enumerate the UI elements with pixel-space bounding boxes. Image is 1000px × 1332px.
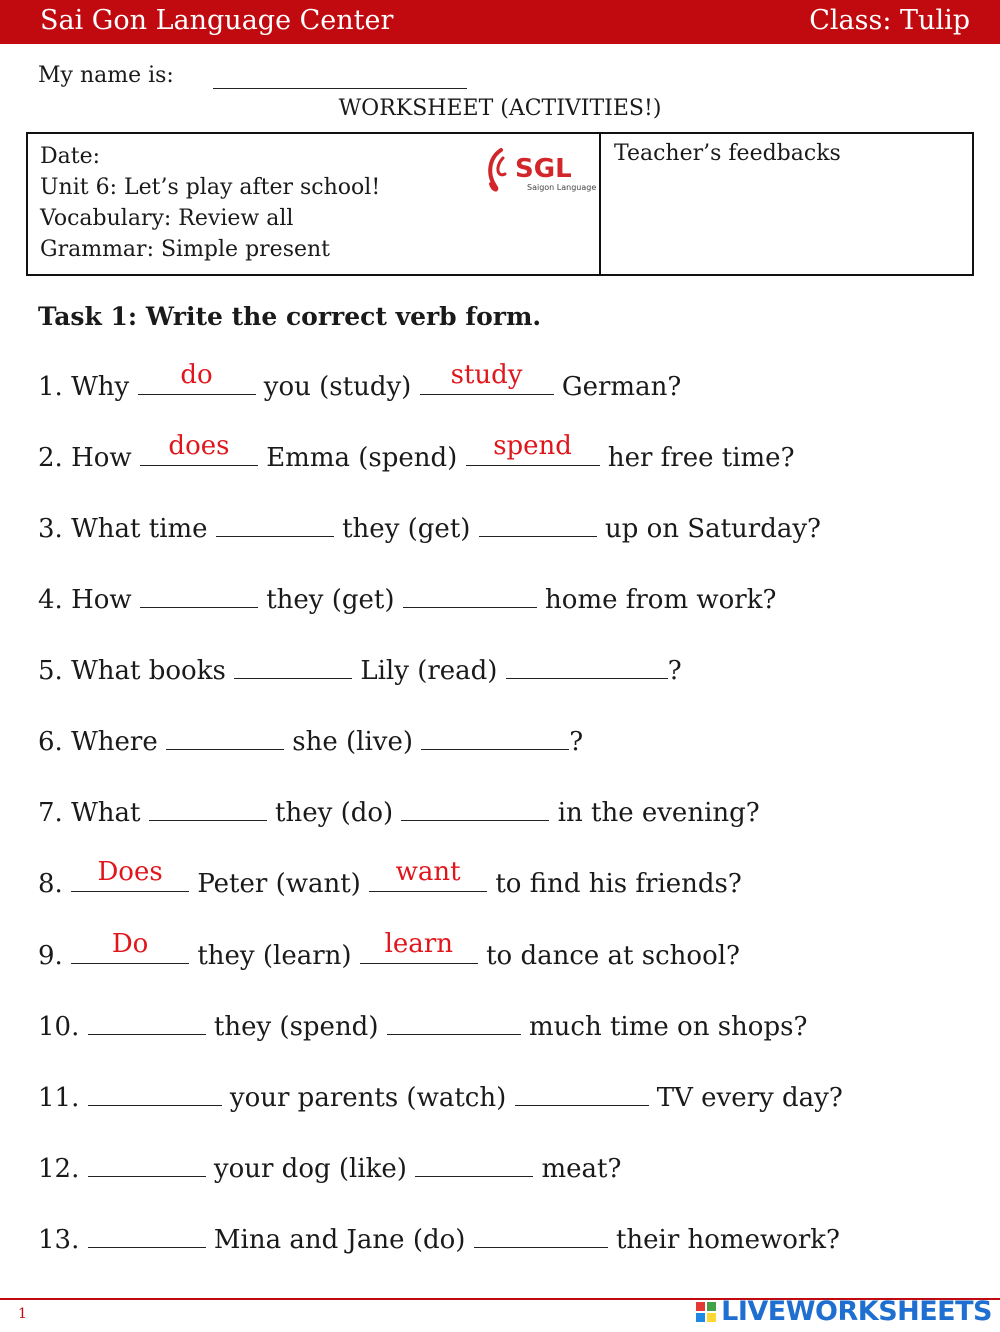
class-name: Class: Tulip	[809, 5, 970, 36]
question-5	[38, 656, 682, 686]
answer-blank-2[interactable]	[479, 514, 597, 537]
brand-text: LIVEWORKSHEETS	[721, 1296, 992, 1327]
answer-text: want	[395, 857, 461, 887]
liveworksheets-brand[interactable]	[695, 1296, 992, 1327]
question-text-middle: your parents (watch)	[229, 1083, 507, 1113]
question-number: 3.	[38, 514, 63, 544]
logo-subtext: Saigon Language	[527, 183, 597, 192]
answer-text: do	[180, 360, 213, 390]
answer-text: study	[450, 360, 523, 390]
header-bar	[0, 0, 1000, 44]
worksheet-title: WORKSHEET (ACTIVITIES!)	[338, 96, 662, 121]
box-divider	[599, 134, 601, 274]
question-3	[38, 514, 821, 544]
answer-blank-2[interactable]	[415, 1154, 533, 1177]
question-10	[38, 1012, 807, 1042]
answer-blank-1[interactable]	[71, 857, 189, 892]
answer-blank-2[interactable]	[403, 585, 537, 608]
answer-blank-1[interactable]	[88, 1012, 206, 1035]
unit-label: Unit 6: Let’s play after school!	[40, 175, 381, 200]
liveworksheets-icon	[695, 1301, 717, 1323]
question-number: 5.	[38, 656, 63, 686]
question-2	[38, 431, 795, 473]
question-number: 12.	[38, 1154, 80, 1184]
answer-blank-2[interactable]	[515, 1083, 649, 1106]
question-text-middle: she (live)	[292, 727, 414, 757]
teacher-feedback-label: Teacher’s feedbacks	[614, 141, 841, 166]
answer-blank-2[interactable]	[474, 1225, 608, 1248]
question-1	[38, 360, 682, 402]
question-text-end: meat?	[541, 1154, 622, 1184]
question-7	[38, 798, 760, 828]
question-number: 11.	[38, 1083, 80, 1113]
question-text-middle: Mina and Jane (do)	[213, 1225, 466, 1255]
question-11	[38, 1083, 843, 1113]
question-6	[38, 727, 583, 757]
question-text-start: How	[71, 585, 132, 615]
question-number: 1.	[38, 372, 63, 402]
answer-blank-1[interactable]	[88, 1154, 206, 1177]
question-text-middle: they (get)	[342, 514, 471, 544]
sgl-logo	[483, 144, 597, 196]
question-4	[38, 585, 776, 615]
answer-blank-2[interactable]	[466, 431, 600, 466]
answer-blank-2[interactable]	[369, 857, 487, 892]
answer-blank-2[interactable]	[360, 929, 478, 964]
logo-text: SGL	[515, 154, 572, 184]
answer-blank-1[interactable]	[88, 1083, 222, 1106]
vocabulary-label: Vocabulary: Review all	[40, 206, 294, 231]
answer-blank-1[interactable]	[140, 585, 258, 608]
page-number: 1	[18, 1306, 27, 1322]
answer-text: spend	[493, 431, 572, 461]
answer-blank-1[interactable]	[234, 656, 352, 679]
question-text-end: German?	[561, 372, 682, 402]
question-number: 6.	[38, 727, 63, 757]
name-input-line[interactable]	[213, 88, 467, 89]
answer-text: learn	[384, 929, 453, 959]
grammar-label: Grammar: Simple present	[40, 237, 331, 262]
question-text-middle: your dog (like)	[213, 1154, 407, 1184]
question-number: 7.	[38, 798, 63, 828]
answer-text: does	[168, 431, 230, 461]
info-box	[26, 132, 974, 276]
question-text-middle: they (spend)	[213, 1012, 379, 1042]
answer-blank-1[interactable]	[138, 360, 256, 395]
question-text-middle: they (learn)	[197, 941, 352, 971]
question-text-end: ?	[667, 656, 682, 686]
question-number: 13.	[38, 1225, 80, 1255]
question-text-middle: Lily (read)	[360, 656, 498, 686]
lesson-info	[40, 141, 380, 265]
question-text-middle: they (do)	[275, 798, 394, 828]
answer-blank-2[interactable]	[421, 727, 569, 750]
date-label: Date:	[40, 144, 101, 169]
answer-blank-2[interactable]	[401, 798, 549, 821]
question-number: 10.	[38, 1012, 80, 1042]
answer-blank-2[interactable]	[506, 656, 668, 679]
question-text-end: their homework?	[615, 1225, 840, 1255]
answer-blank-2[interactable]	[420, 360, 554, 395]
question-text-start: Why	[71, 372, 130, 402]
answer-blank-1[interactable]	[140, 431, 258, 466]
question-text-end: in the evening?	[557, 798, 760, 828]
question-text-start: What books	[71, 656, 226, 686]
question-text-start: Where	[71, 727, 158, 757]
question-number: 9.	[38, 941, 63, 971]
question-13	[38, 1225, 840, 1255]
question-number: 8.	[38, 869, 63, 899]
school-name: Sai Gon Language Center	[40, 5, 394, 36]
question-text-end: TV every day?	[656, 1083, 843, 1113]
answer-text: Do	[111, 929, 149, 959]
answer-text: Does	[97, 857, 163, 887]
answer-blank-1[interactable]	[71, 929, 189, 964]
question-text-end: her free time?	[607, 443, 795, 473]
question-8	[38, 857, 742, 899]
answer-blank-1[interactable]	[216, 514, 334, 537]
question-text-middle: they (get)	[266, 585, 395, 615]
answer-blank-1[interactable]	[149, 798, 267, 821]
question-text-start: How	[71, 443, 132, 473]
question-12	[38, 1154, 621, 1184]
question-number: 2.	[38, 443, 63, 473]
question-text-middle: Peter (want)	[197, 869, 361, 899]
question-9	[38, 929, 740, 971]
task-title: Task 1: Write the correct verb form.	[38, 302, 542, 331]
question-number: 4.	[38, 585, 63, 615]
question-text-end: to find his friends?	[495, 869, 742, 899]
answer-blank-1[interactable]	[166, 727, 284, 750]
question-text-end: up on Saturday?	[604, 514, 821, 544]
name-label: My name is:	[38, 63, 174, 88]
question-text-start: What time	[71, 514, 208, 544]
answer-blank-1[interactable]	[88, 1225, 206, 1248]
question-text-end: much time on shops?	[529, 1012, 808, 1042]
question-text-end: home from work?	[545, 585, 777, 615]
question-text-start: What	[71, 798, 141, 828]
question-text-end: to dance at school?	[486, 941, 740, 971]
answer-blank-2[interactable]	[387, 1012, 521, 1035]
question-text-middle: Emma (spend)	[266, 443, 458, 473]
question-text-middle: you (study)	[263, 372, 412, 402]
question-text-end: ?	[569, 727, 584, 757]
